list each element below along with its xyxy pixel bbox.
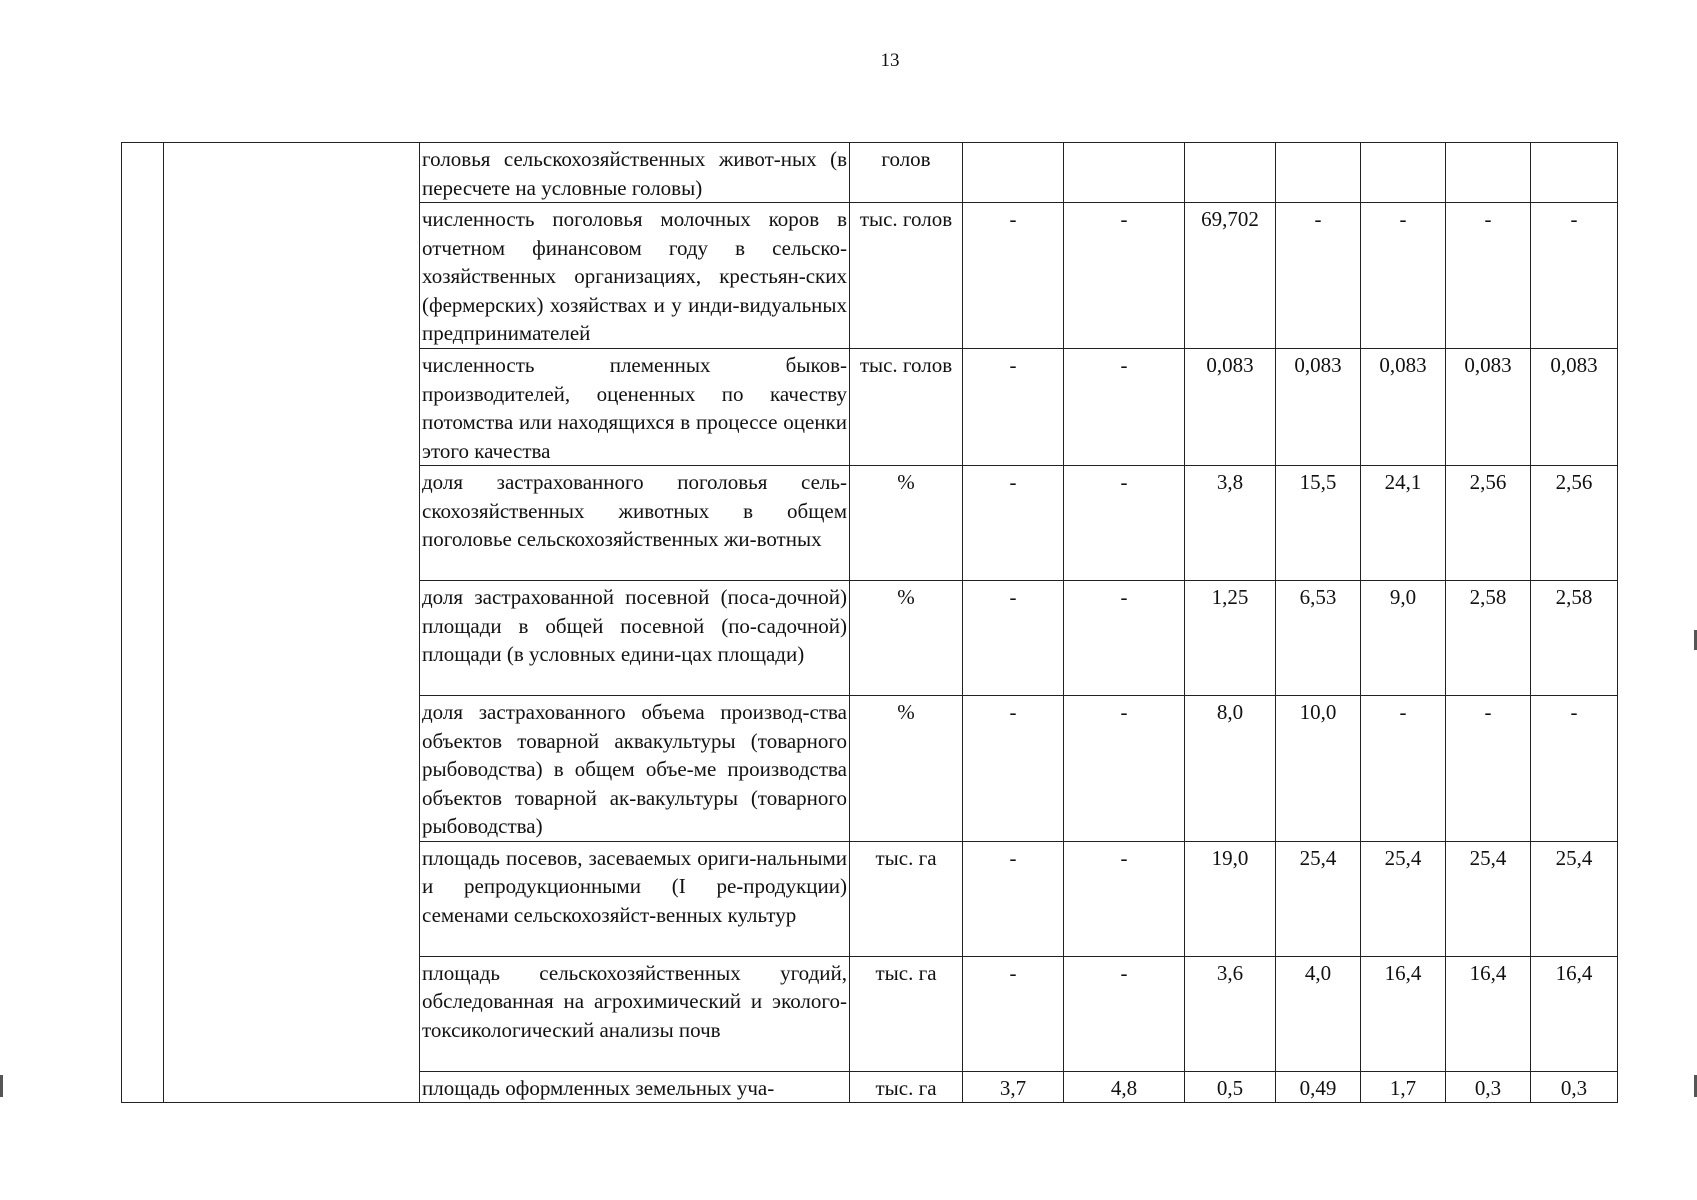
value-cell: -: [1361, 203, 1446, 349]
page-number: 13: [880, 50, 900, 71]
value-cell: -: [1064, 203, 1185, 349]
value-cell: 16,4: [1531, 956, 1618, 1071]
value-cell: [1185, 143, 1276, 203]
value-cell: 0,083: [1446, 349, 1531, 466]
value-cell: 16,4: [1446, 956, 1531, 1071]
indicator-cell: доля застрахованного поголовья сель-скохозяйственных животных в общем поголовье сельскохозяйственных жи-вотных: [420, 466, 850, 581]
value-cell: -: [1446, 696, 1531, 842]
row-number-cell: [122, 143, 164, 1103]
value-cell: -: [1531, 203, 1618, 349]
indicator-cell: численность поголовья молочных коров в отчетном финансовом году в сельско-хозяйственных организациях, крестьян-ских (фермерских) хозяйствах и у инди-видуальных предпринимателей: [420, 203, 850, 349]
table-body: [122, 143, 1618, 1103]
value-cell: [963, 143, 1064, 203]
value-cell: 69,702: [1185, 203, 1276, 349]
unit-cell: голов: [850, 143, 963, 203]
table-row: [122, 143, 1618, 203]
value-cell: 19,0: [1185, 841, 1276, 956]
scan-mark-left: [0, 1075, 3, 1097]
value-cell: 2,56: [1446, 466, 1531, 581]
value-cell: -: [963, 203, 1064, 349]
value-cell: 24,1: [1361, 466, 1446, 581]
indicator-cell: головья сельскохозяйственных живот-ных (в пересчете на условные головы): [420, 143, 850, 203]
unit-cell: тыс. га: [850, 956, 963, 1071]
value-cell: -: [1531, 696, 1618, 842]
value-cell: 4,8: [1064, 1071, 1185, 1103]
value-cell: -: [963, 956, 1064, 1071]
value-cell: 2,56: [1531, 466, 1618, 581]
value-cell: -: [1064, 466, 1185, 581]
indicator-cell: доля застрахованного объема производ-ства объектов товарной аквакультуры (товарного рыбоводства) в общем объе-ме производства объектов товарной ак-вакультуры (товарного рыбоводства): [420, 696, 850, 842]
value-cell: -: [963, 841, 1064, 956]
value-cell: 0,5: [1185, 1071, 1276, 1103]
value-cell: -: [1064, 696, 1185, 842]
value-cell: 3,7: [963, 1071, 1064, 1103]
indicators-table: [121, 142, 1618, 1103]
program-name-cell: [164, 143, 420, 1103]
value-cell: [1064, 143, 1185, 203]
value-cell: 15,5: [1276, 466, 1361, 581]
value-cell: -: [963, 349, 1064, 466]
value-cell: 16,4: [1361, 956, 1446, 1071]
value-cell: 0,3: [1446, 1071, 1531, 1103]
value-cell: 2,58: [1531, 581, 1618, 696]
value-cell: 0,083: [1276, 349, 1361, 466]
value-cell: -: [1064, 349, 1185, 466]
value-cell: 0,083: [1531, 349, 1618, 466]
value-cell: [1276, 143, 1361, 203]
value-cell: 3,6: [1185, 956, 1276, 1071]
value-cell: 10,0: [1276, 696, 1361, 842]
unit-cell: тыс. голов: [850, 203, 963, 349]
unit-cell: тыс. га: [850, 841, 963, 956]
indicator-cell: доля застрахованной посевной (поса-дочной) площади в общей посевной (по-садочной) площади (в условных едини-цах площади): [420, 581, 850, 696]
value-cell: 1,25: [1185, 581, 1276, 696]
value-cell: 9,0: [1361, 581, 1446, 696]
value-cell: -: [963, 696, 1064, 842]
indicator-cell: численность племенных быков-производителей, оцененных по качеству потомства или находящихся в процессе оценки этого качества: [420, 349, 850, 466]
unit-cell: %: [850, 466, 963, 581]
value-cell: -: [1064, 841, 1185, 956]
value-cell: 25,4: [1361, 841, 1446, 956]
value-cell: 4,0: [1276, 956, 1361, 1071]
value-cell: 6,53: [1276, 581, 1361, 696]
indicator-cell: площадь посевов, засеваемых ориги-нальными и репродукционными (I ре-продукции) семенами сельскохозяйст-венных культур: [420, 841, 850, 956]
value-cell: 3,8: [1185, 466, 1276, 581]
value-cell: -: [1361, 696, 1446, 842]
unit-cell: тыс. га: [850, 1071, 963, 1103]
value-cell: -: [1446, 203, 1531, 349]
value-cell: 0,49: [1276, 1071, 1361, 1103]
indicator-cell: площадь оформленных земельных уча-: [420, 1071, 850, 1103]
value-cell: [1446, 143, 1531, 203]
value-cell: -: [1276, 203, 1361, 349]
value-cell: 25,4: [1531, 841, 1618, 956]
value-cell: -: [1064, 581, 1185, 696]
value-cell: -: [963, 466, 1064, 581]
value-cell: 0,083: [1361, 349, 1446, 466]
value-cell: [1361, 143, 1446, 203]
value-cell: 25,4: [1276, 841, 1361, 956]
value-cell: -: [1064, 956, 1185, 1071]
value-cell: [1531, 143, 1618, 203]
value-cell: 25,4: [1446, 841, 1531, 956]
indicator-cell: площадь сельскохозяйственных угодий, обследованная на агрохимический и эколого-токсикологический анализы почв: [420, 956, 850, 1071]
unit-cell: %: [850, 696, 963, 842]
value-cell: 8,0: [1185, 696, 1276, 842]
unit-cell: %: [850, 581, 963, 696]
value-cell: 0,083: [1185, 349, 1276, 466]
value-cell: 0,3: [1531, 1071, 1618, 1103]
unit-cell: тыс. голов: [850, 349, 963, 466]
value-cell: 2,58: [1446, 581, 1531, 696]
value-cell: -: [963, 581, 1064, 696]
value-cell: 1,7: [1361, 1071, 1446, 1103]
